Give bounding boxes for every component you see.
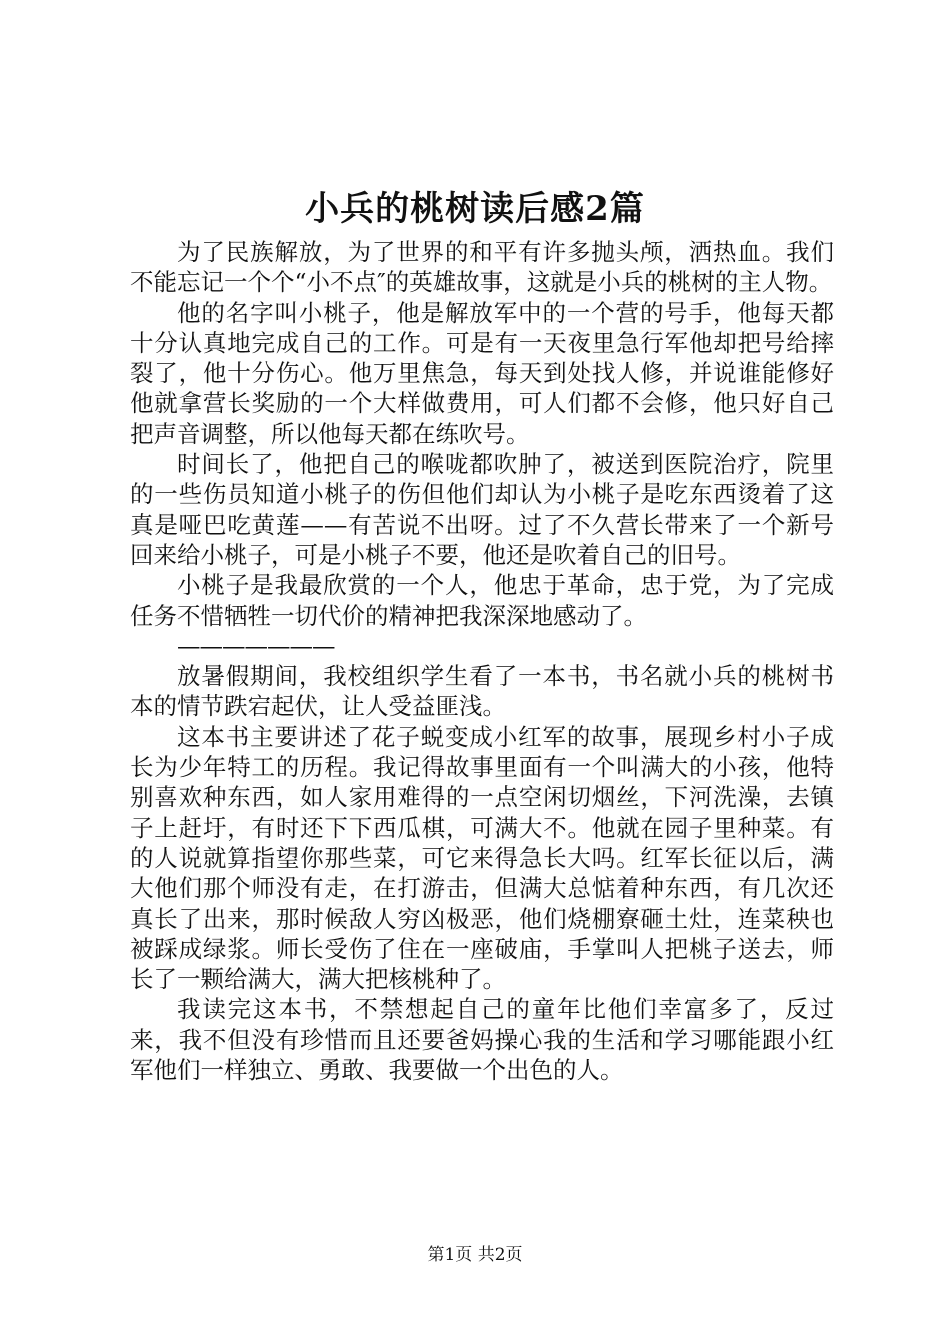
paragraph: 为了民族解放，为了世界的和平有许多抛头颅，洒热血。我们不能忘记一个个“小不点″的英雄故事，这就是小兵的桃树的主人物。 [130, 238, 834, 297]
page-number-footer: 第1页 共2页 [427, 1245, 523, 1265]
document-title: 小兵的桃树读后感2篇 [305, 189, 645, 229]
paragraph: 时间长了，他把自己的喉咙都吹肿了，被送到医院治疗，院里的一些伤员知道小桃子的伤但他们却认为小桃子是吃东西烫着了这真是哑巴吃黄莲——有苦说不出呀。过了不久营长带来了一个新号回来给小桃子，可是小桃子不要，他还是吹着自己的旧号。 [130, 450, 834, 569]
section-separator: ——————— [177, 631, 335, 660]
paragraph: 我读完这本书，不禁想起自己的童年比他们幸富多了，反过来，我不但没有珍惜而且还要爸妈操心我的生活和学习哪能跟小红军他们一样独立、勇敢、我要做一个出色的人。 [130, 995, 834, 1085]
paragraph: 小桃子是我最欣赏的一个人，他忠于革命，忠于党，为了完成任务不惜牺牲一切代价的精神把我深深地感动了。 [130, 571, 834, 630]
paragraph: 放暑假期间，我校组织学生看了一本书，书名就小兵的桃树书本的情节跌宕起伏，让人受益匪浅。 [130, 662, 834, 721]
document-body [130, 237, 834, 1085]
paragraph: 这本书主要讲述了花子蜕变成小红军的故事，展现乡村小子成长为少年特工的历程。我记得故事里面有一个叫满大的小孩，他特别喜欢种东西，如人家用难得的一点空闲切烟丝，下河洗澡，去镇子上赶圩，有时还下下西瓜棋，可满大不。他就在园子里种菜。有的人说就算指望你那些菜，可它来得急长大吗。红军长征以后，满大他们那个师没有走，在打游击，但满大总惦着种东西，有几次还真长了出来，那时候敌人穷凶极恶，他们烧棚寮砸土灶，连菜秧也被踩成绿浆。师长受伤了住在一座破庙，手掌叫人把桃子送去，师长了一颗给满大，满大把核桃种了。 [130, 722, 834, 994]
paragraph: 他的名字叫小桃子，他是解放军中的一个营的号手，他每天都十分认真地完成自己的工作。可是有一天夜里急行军他却把号给摔裂了，他十分伤心。他万里焦急，每天到处找人修，并说谁能修好他就拿营长奖励的一个大样做费用，可人们都不会修，他只好自己把声音调整，所以他每天都在练吹号。 [130, 298, 834, 448]
